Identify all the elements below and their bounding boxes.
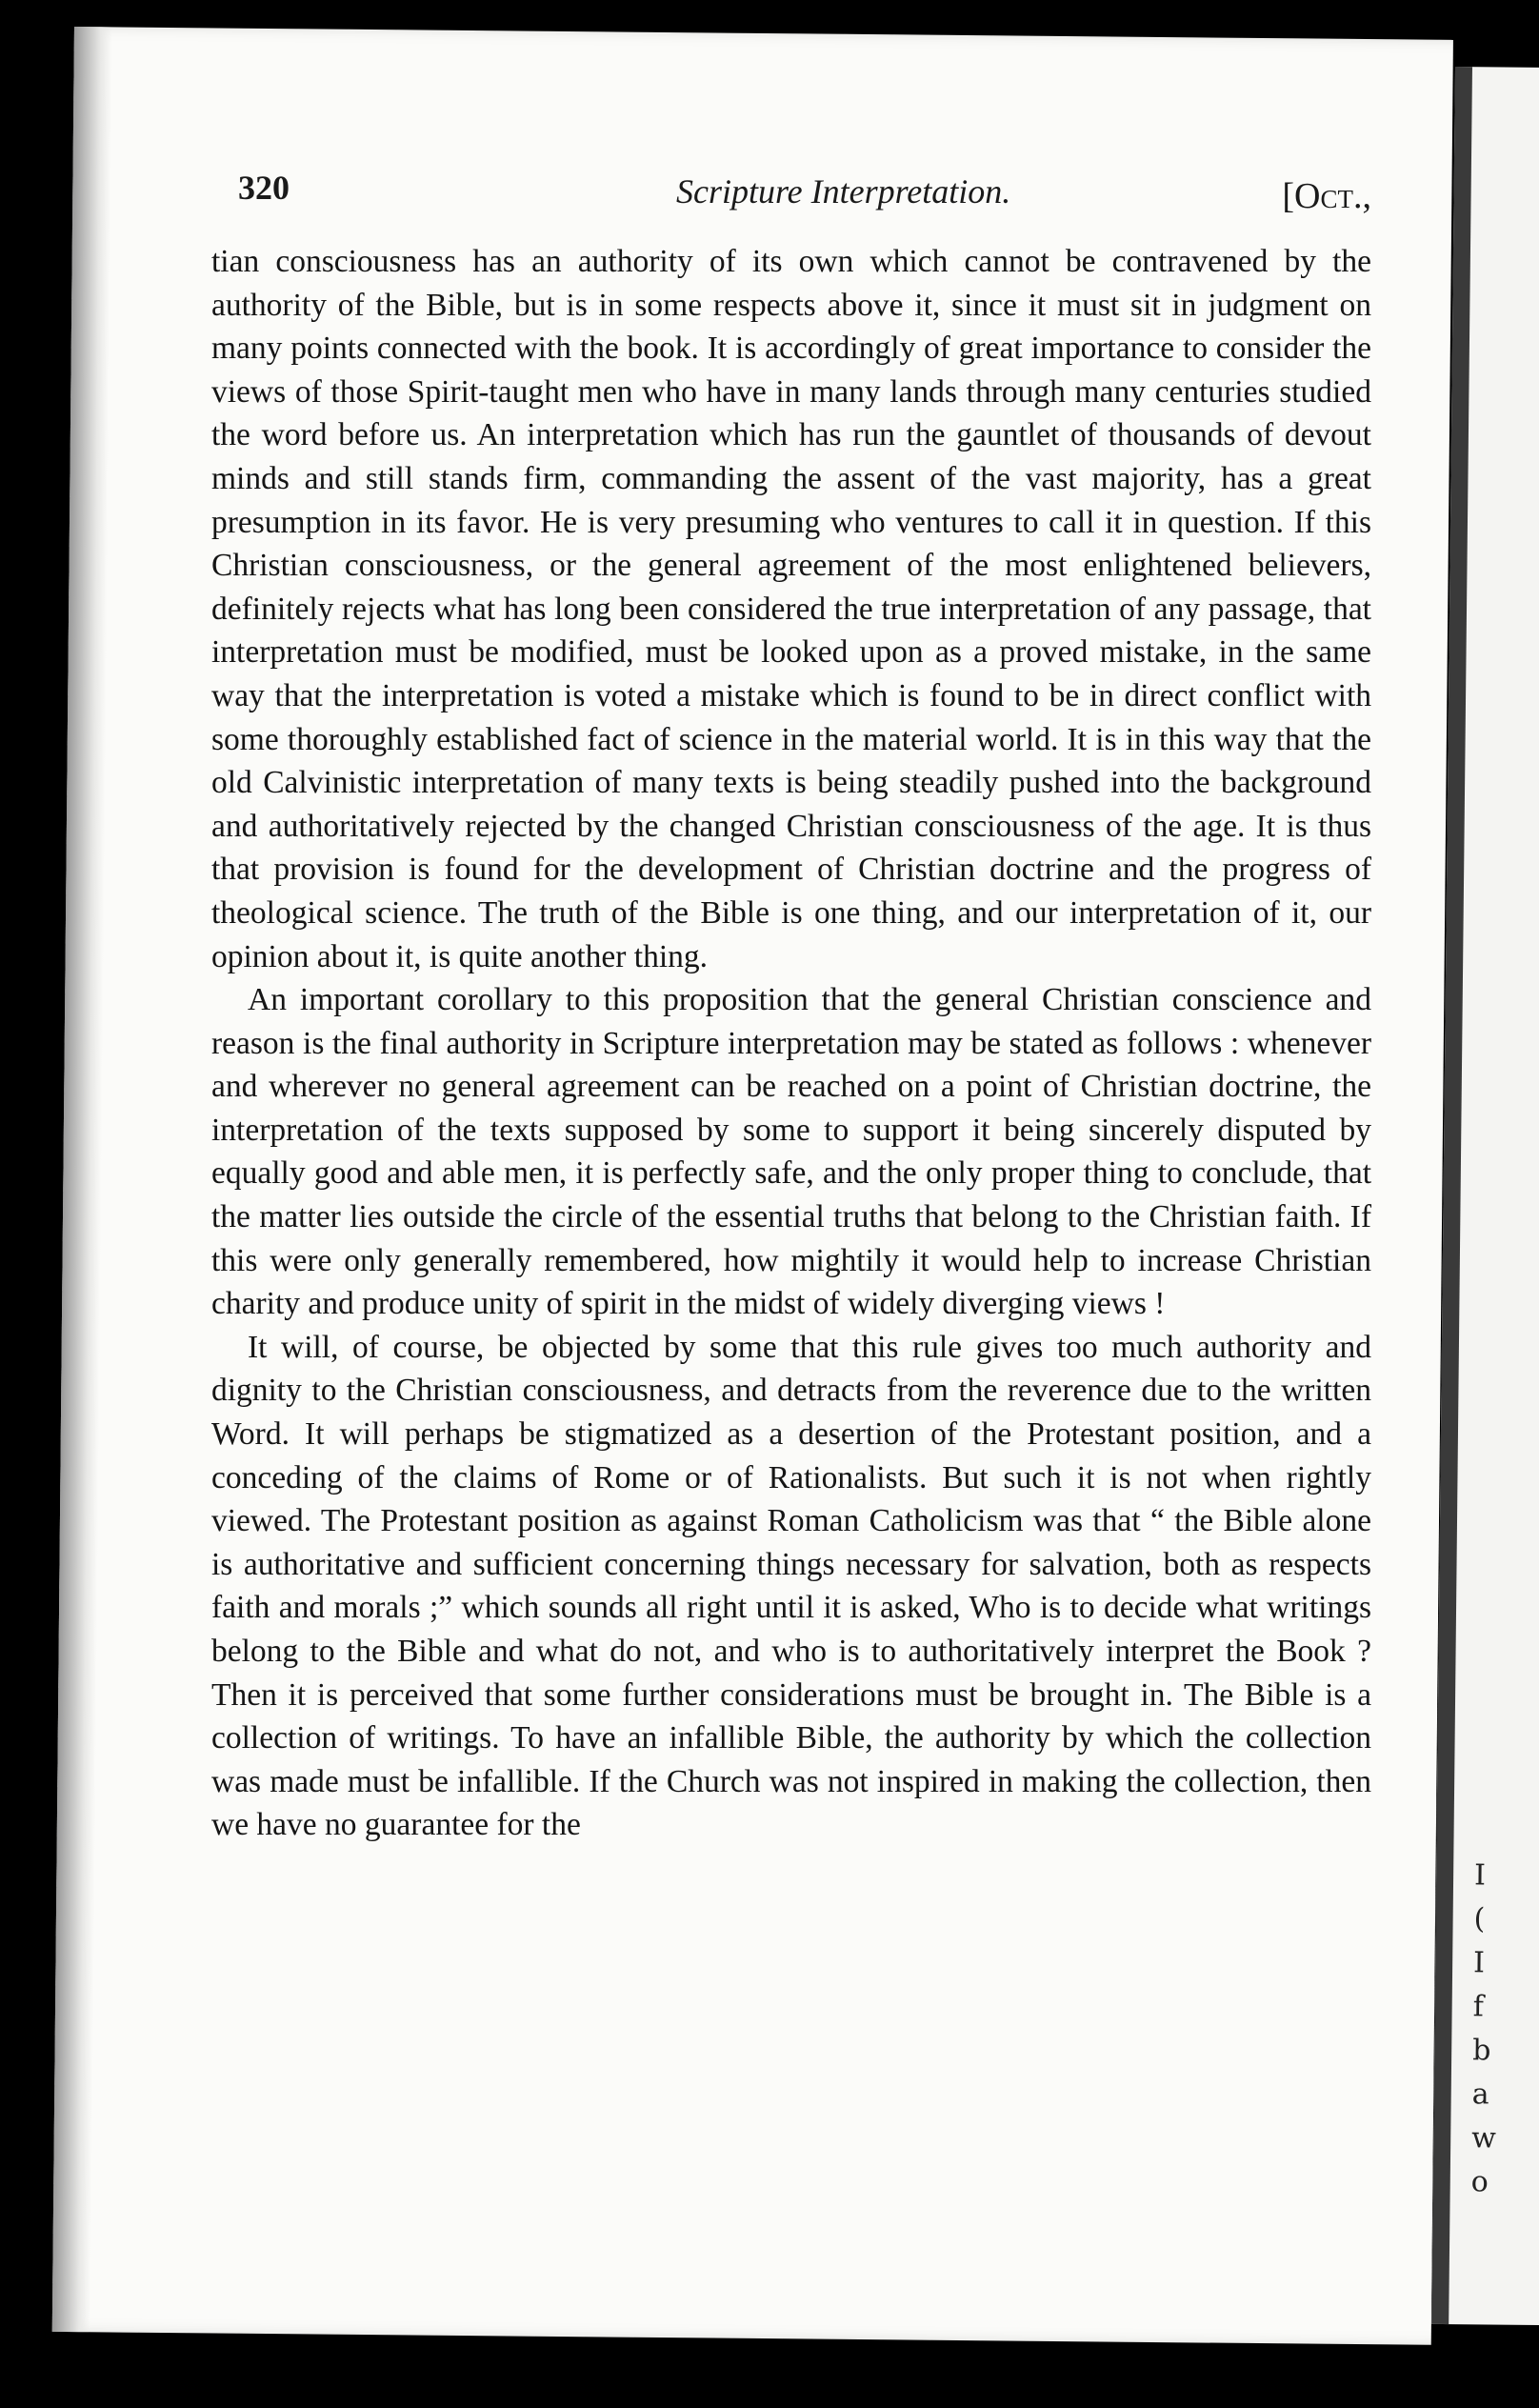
facing-page-fragment: f — [1472, 1990, 1484, 2024]
facing-page-fragment: ( — [1473, 1902, 1486, 1936]
issue-date-mark: [Oct., — [1282, 176, 1371, 216]
paragraph-corollary: An important corollary to this proposition that the general Christian conscience and reason is the final authority in Scripture interpretation may be stated as follows : whenever and wherever no general agreement can be reached on a point of Christian doctrine, the interpretation of the texts supposed by some to support it being sincerely disputed by equally good and able men, it is perfectly safe, and the only proper thing to conclude, that the matter lies outside the circle of the essential truths that belong to the Christian faith. If this were only generally remembered, how mightily it would help to increase Christian charity and produce unity of spirit in the midst of widely diverging views ! — [211, 982, 1371, 1322]
running-title: Scripture Interpretation. — [676, 172, 1011, 211]
running-header — [238, 168, 1371, 225]
paragraph-continued: tian consciousness has an authority of its own which cannot be contravened by the authority of the Bible, but is in some respects above it, since it must sit in judgment on many points connected with the book. It is accordingly of great importance to consider the views of those Spirit-taught men who have in many lands through many centuries studied the word before us. An interpretation which has run the gauntlet of thousands of devout minds and still stands firm, commanding the assent of the vast majority, has a great presumption in its favor. He is very presuming who ventures to call it in question. If this Christian consciousness, or the general agreement of the most enlightened believers, definitely rejects what has long been considered the true interpretation of any passage, that interpretation must be modified, must be looked upon as a proved mistake, in the same way that the interpretation is voted a mistake which is found to be in direct conflict with some thoroughly established fact of science in the material world. It is in this way that the old Calvinistic interpretation of many texts is being steadily pushed into the background and authoritatively rejected by the changed Christian consciousness of the age. It is thus that provision is found for the development of Christian doctrine and the progress of theological science. The truth of the Bible is one thing, and our interpretation of it, our opinion about it, is quite another thing. — [211, 244, 1371, 974]
facing-page-fragment: o — [1470, 2165, 1489, 2199]
page-gutter-shadow — [52, 27, 112, 2332]
facing-page-fragment: a — [1471, 2077, 1489, 2112]
body-text — [211, 240, 1371, 1847]
facing-page-fragment: w — [1471, 2121, 1497, 2156]
page-number: 320 — [238, 169, 290, 207]
paragraph-objection: It will, of course, be objected by some that this rule gives too much authority and dignity to the Christian consciousness, and detracts from the reverence due to the written Word. It will perhaps be stigmatized as a desertion of the Protestant position, and a conceding of the claims of Rome or of Rationalists. But such it is not when rightly viewed. The Protestant position as against Roman Catholicism was that “ the Bible alone is authoritative and sufficient concerning things necessary for salvation, both as respects faith and morals ;” which sounds all right until it is asked, Who is to decide what writings belong to the Bible and what do not, and who is to authoritatively interpret the Book ? Then it is perceived that some further considerations must be brought in. The Bible is a collection of writings. To have an infallible Bible, the authority by which the collection was made must be infallible. If the Church was not inspired in making the collection, then we have no guarantee for the — [211, 1329, 1371, 1843]
facing-page-fragment: b — [1472, 2034, 1491, 2068]
facing-page-fragment: I — [1473, 1858, 1487, 1893]
facing-page-fragment: I — [1472, 1946, 1486, 1980]
